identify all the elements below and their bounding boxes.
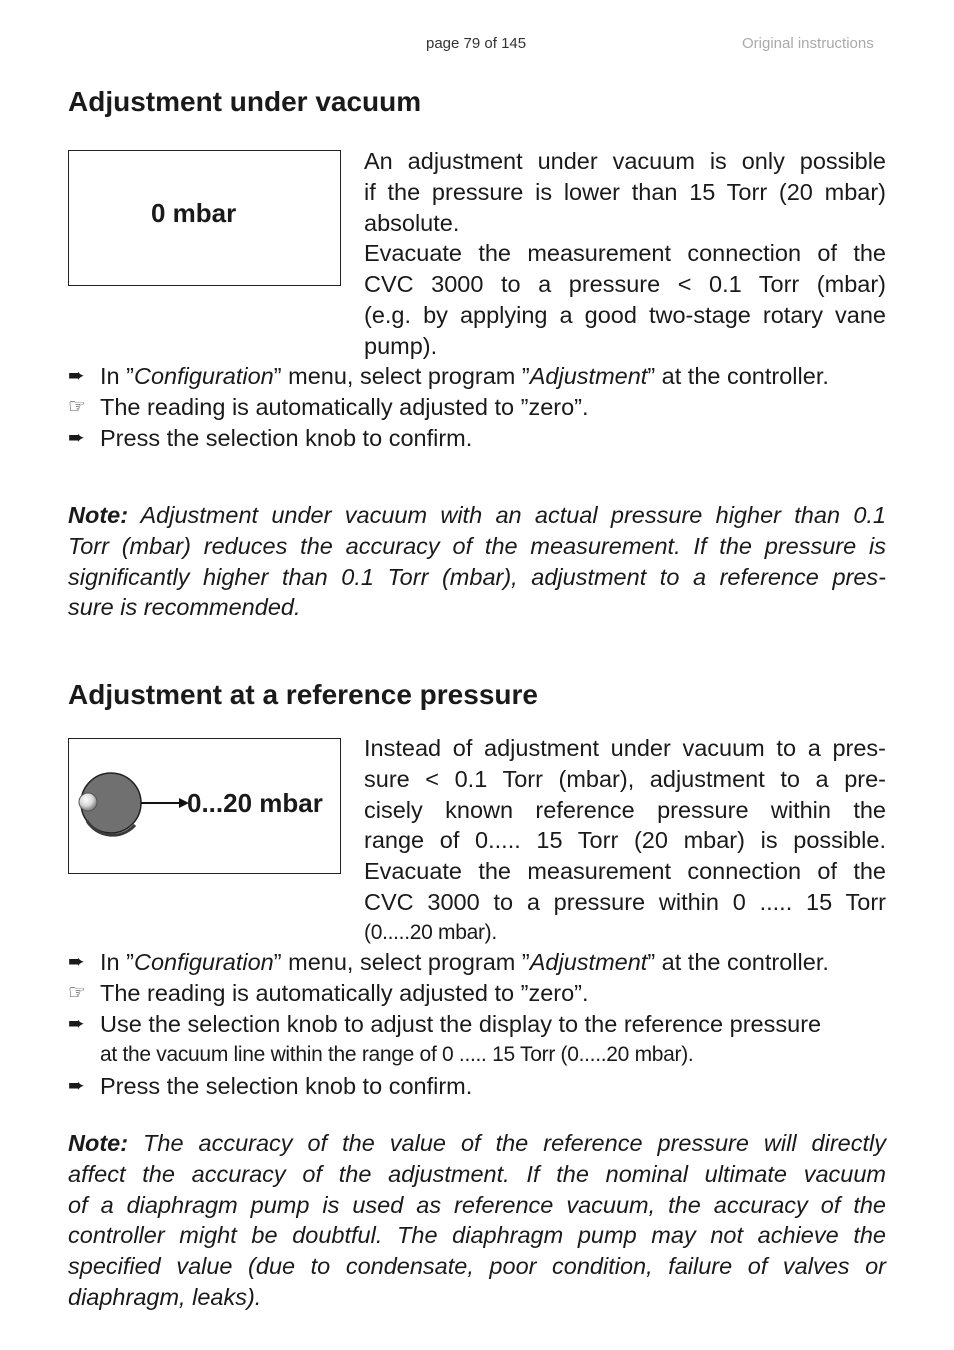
step-text: The reading is automatically adjusted to ”zero”. (100, 394, 589, 420)
paragraph-line: Instead of adjustment under vacuum to a pres- (364, 735, 886, 761)
paragraph-line: (e.g. by applying a good two-stage rotary vane (364, 301, 886, 328)
note-line: controller might be doubtful. The diaphragm pump may not achieve the (68, 1222, 886, 1249)
paragraph-line: Evacuate the measurement connection of the (364, 240, 886, 267)
paragraph-line: sure < 0.1 Torr (mbar), adjustment to a pre- (364, 765, 886, 792)
document-type-label: Original instructions (742, 35, 874, 52)
action-arrow-icon: ➨ (68, 1013, 85, 1035)
display-illustration-vacuum (68, 150, 341, 286)
selection-knob-icon (75, 769, 195, 849)
action-arrow-icon: ➨ (68, 427, 85, 449)
paragraph-line: Evacuate the measurement connection of the (364, 858, 886, 885)
action-arrow-icon: ➨ (68, 365, 85, 387)
instruction-steps-vacuum (68, 361, 888, 454)
paragraph-line: if the pressure is lower than 15 Torr (20 mbar) (364, 178, 886, 205)
instruction-steps-reference (68, 947, 888, 1102)
note-line: Torr (mbar) reduces the accuracy of the measurement. If the pressure is (68, 532, 886, 559)
step-item (68, 1009, 888, 1071)
note-line: diaphragm, leaks). (68, 1283, 262, 1310)
section-heading-vacuum: Adjustment under vacuum (68, 86, 422, 117)
display-value: 0...20 mbar (187, 788, 323, 818)
page-number: page 79 of 145 (426, 35, 527, 52)
note-label: Note: (68, 502, 129, 528)
action-arrow-icon: ➨ (68, 951, 85, 973)
note-line: Note: Adjustment under vacuum with an actual pressure higher than 0.1 (68, 502, 886, 528)
step-item (68, 392, 888, 423)
step-item (68, 947, 888, 978)
step-text: In ”Configuration” menu, select program ”Adjustment” at the controller. (100, 949, 829, 975)
note-line: sure is recommended. (68, 594, 301, 621)
display-value: 0 mbar (151, 198, 237, 228)
paragraph-line: absolute. (364, 209, 460, 236)
intro-paragraph-vacuum (364, 146, 886, 362)
step-text: Press the selection knob to confirm. (100, 425, 473, 451)
step-text: Press the selection knob to confirm. (100, 1073, 473, 1099)
intro-paragraph-reference (364, 733, 886, 949)
paragraph-line: CVC 3000 to a pressure < 0.1 Torr (mbar) (364, 271, 886, 298)
step-text: Use the selection knob to adjust the display to the reference pressure at the vacuum line within the range of 0 ..... 15 Torr (0.....20 mbar). (100, 1011, 822, 1066)
display-illustration-reference (68, 738, 341, 874)
note-reference (68, 1128, 886, 1313)
step-item (68, 978, 888, 1009)
paragraph-line: An adjustment under vacuum is only possible (364, 148, 886, 174)
step-text: In ”Configuration” menu, select program ”Adjustment” at the controller. (100, 363, 829, 389)
pointing-hand-icon: ☞ (68, 396, 86, 418)
note-line: of a diaphragm pump is used as reference vacuum, the accuracy of the (68, 1191, 886, 1218)
step-text: The reading is automatically adjusted to ”zero”. (100, 980, 589, 1006)
paragraph-line: range of 0..... 15 Torr (20 mbar) is possible. (364, 827, 886, 854)
action-arrow-icon: ➨ (68, 1075, 85, 1097)
paragraph-line: pump). (364, 332, 438, 359)
step-item (68, 423, 888, 454)
note-label: Note: (68, 1130, 129, 1156)
pointing-hand-icon: ☞ (68, 982, 86, 1004)
note-line: Note: The accuracy of the value of the reference pressure will directly (68, 1130, 886, 1156)
step-item (68, 361, 888, 392)
step-item (68, 1071, 888, 1102)
paragraph-line: CVC 3000 to a pressure within 0 ..... 15 Torr (364, 888, 886, 915)
paragraph-line: (0.....20 mbar). (364, 920, 497, 944)
note-line: significantly higher than 0.1 Torr (mbar), adjustment to a reference pres- (68, 563, 886, 590)
note-vacuum (68, 500, 886, 623)
section-heading-reference: Adjustment at a reference pressure (68, 679, 538, 710)
paragraph-line: cisely known reference pressure within the (364, 796, 886, 823)
note-line: specified value (due to condensate, poor condition, failure of valves or (68, 1253, 886, 1280)
note-line: affect the accuracy of the adjustment. If the nominal ultimate vacuum (68, 1160, 886, 1187)
